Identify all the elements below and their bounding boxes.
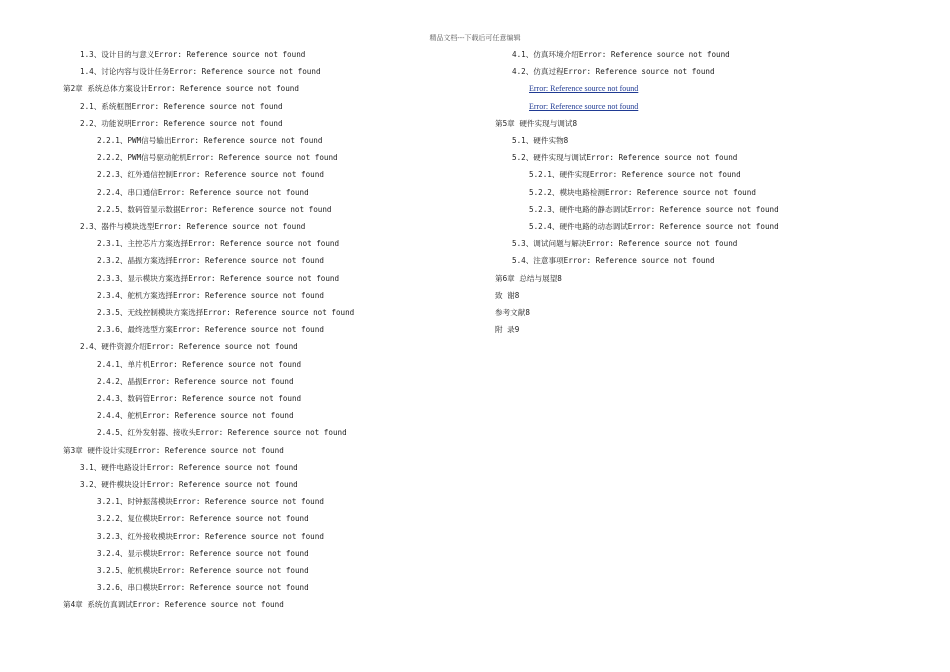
toc-entry[interactable]: 3.2.3、红外接收模块Error: Reference source not found — [97, 531, 324, 541]
toc-entry[interactable]: 3.2.6、串口模块Error: Reference source not found — [97, 583, 309, 593]
toc-entry[interactable]: 2.2.4、串口通信Error: Reference source not found — [97, 187, 309, 197]
toc-entry[interactable]: 5.2.3、硬件电路的静态调试Error: Reference source not found — [529, 204, 779, 214]
toc-entry[interactable]: 2.4.2、晶振Error: Reference source not found — [97, 376, 294, 386]
toc-entry[interactable]: 3.2.4、显示模块Error: Reference source not found — [97, 548, 309, 558]
toc-entry[interactable]: 第3章 硬件设计实现Error: Reference source not found — [63, 445, 284, 455]
toc-entry[interactable]: 3.2、硬件模块设计Error: Reference source not found — [80, 480, 298, 489]
toc-entry[interactable]: 5.4、注意事项Error: Reference source not found — [512, 256, 715, 266]
toc-entry[interactable]: 第5章 硬件实现与调试8 — [495, 118, 578, 128]
toc-entry[interactable]: 5.1、硬件实物8 — [512, 136, 569, 145]
toc-entry[interactable]: 2.4.4、舵机Error: Reference source not found — [97, 411, 294, 421]
toc-entry[interactable]: 2.3.5、无线控制模块方案选择Error: Reference source not found — [97, 308, 355, 317]
toc-entry[interactable]: 5.2.1、硬件实现Error: Reference source not found — [529, 170, 741, 180]
toc-entry[interactable]: 第6章 总结与展望8 — [495, 273, 562, 283]
toc-entry[interactable]: 2.1、系统框图Error: Reference source not found — [80, 101, 283, 111]
toc-entry[interactable]: 5.3、调试问题与解决Error: Reference source not found — [512, 239, 738, 249]
toc-entry[interactable]: 2.3.2、晶振方案选择Error: Reference source not found — [97, 256, 324, 266]
toc-entry[interactable]: 2.2.1、PWM信号输出Error: Reference source not found — [97, 136, 323, 145]
toc-entry[interactable]: 2.4、硬件资源介绍Error: Reference source not found — [80, 342, 298, 352]
toc-entry[interactable]: 2.4.3、数码管Error: Reference source not found — [97, 394, 302, 403]
toc-entry[interactable]: 2.2.3、红外通信控制Error: Reference source not found — [97, 170, 324, 180]
toc-entry[interactable]: 致 谢8 — [495, 290, 520, 300]
toc-entry[interactable]: 1.4、讨论内容与设计任务Error: Reference source not found — [80, 67, 321, 77]
toc-entry[interactable]: 3.2.2、复位模块Error: Reference source not found — [97, 514, 309, 524]
toc-entry[interactable]: 4.1、仿真环境介绍Error: Reference source not found — [512, 50, 730, 59]
toc-entry[interactable]: 5.2.2、模块电路检测Error: Reference source not found — [529, 187, 756, 197]
toc-entry[interactable]: 第4章 系统仿真调试Error: Reference source not found — [63, 600, 284, 610]
toc-entry[interactable]: 2.2、功能说明Error: Reference source not found — [80, 118, 283, 128]
toc-entry[interactable]: 2.2.2、PWM信号驱动舵机Error: Reference source not found — [97, 153, 338, 163]
toc-entry[interactable]: 2.4.5、红外发射器、接收头Error: Reference source not found — [97, 428, 347, 438]
toc-entry[interactable]: 3.2.5、舵机模块Error: Reference source not found — [97, 566, 309, 575]
toc-entry[interactable]: 第2章 系统总体方案设计Error: Reference source not found — [63, 84, 299, 94]
toc-entry[interactable]: 2.3.4、舵机方案选择Error: Reference source not found — [97, 290, 324, 300]
toc-entry[interactable]: 2.3.1、主控芯片方案选择Error: Reference source not found — [97, 239, 340, 249]
toc-entry[interactable]: 5.2.4、硬件电路的动态调试Error: Reference source not found — [529, 222, 779, 231]
toc-entry[interactable]: 2.3.6、最终选型方案Error: Reference source not found — [97, 325, 324, 335]
toc-entry[interactable]: 3.1、硬件电路设计Error: Reference source not found — [80, 462, 298, 472]
toc-link[interactable]: Error: Reference source not found — [529, 84, 639, 94]
toc-link[interactable]: Error: Reference source not found — [529, 101, 639, 111]
toc-entry[interactable]: 附 录9 — [495, 325, 520, 335]
toc-entry[interactable]: 1.3、设计目的与意义Error: Reference source not found — [80, 50, 306, 59]
toc-entry[interactable]: 2.2.5、数码管显示数据Error: Reference source not found — [97, 204, 332, 214]
toc-entry[interactable]: 2.4.1、单片机Error: Reference source not found — [97, 359, 302, 369]
toc-entry[interactable]: 2.3.3、显示模块方案选择Error: Reference source not found — [97, 273, 340, 283]
toc-entry[interactable]: 2.3、器件与模块选型Error: Reference source not found — [80, 222, 306, 231]
toc-entry[interactable]: 4.2、仿真过程Error: Reference source not found — [512, 67, 715, 77]
page-header: 精品文档---下载后可任意编辑 — [429, 34, 521, 42]
toc-entry[interactable]: 5.2、硬件实现与调试Error: Reference source not found — [512, 153, 738, 163]
toc-entry[interactable]: 3.2.1、时钟振荡模块Error: Reference source not found — [97, 497, 324, 507]
toc-entry[interactable]: 参考文献8 — [495, 308, 530, 317]
